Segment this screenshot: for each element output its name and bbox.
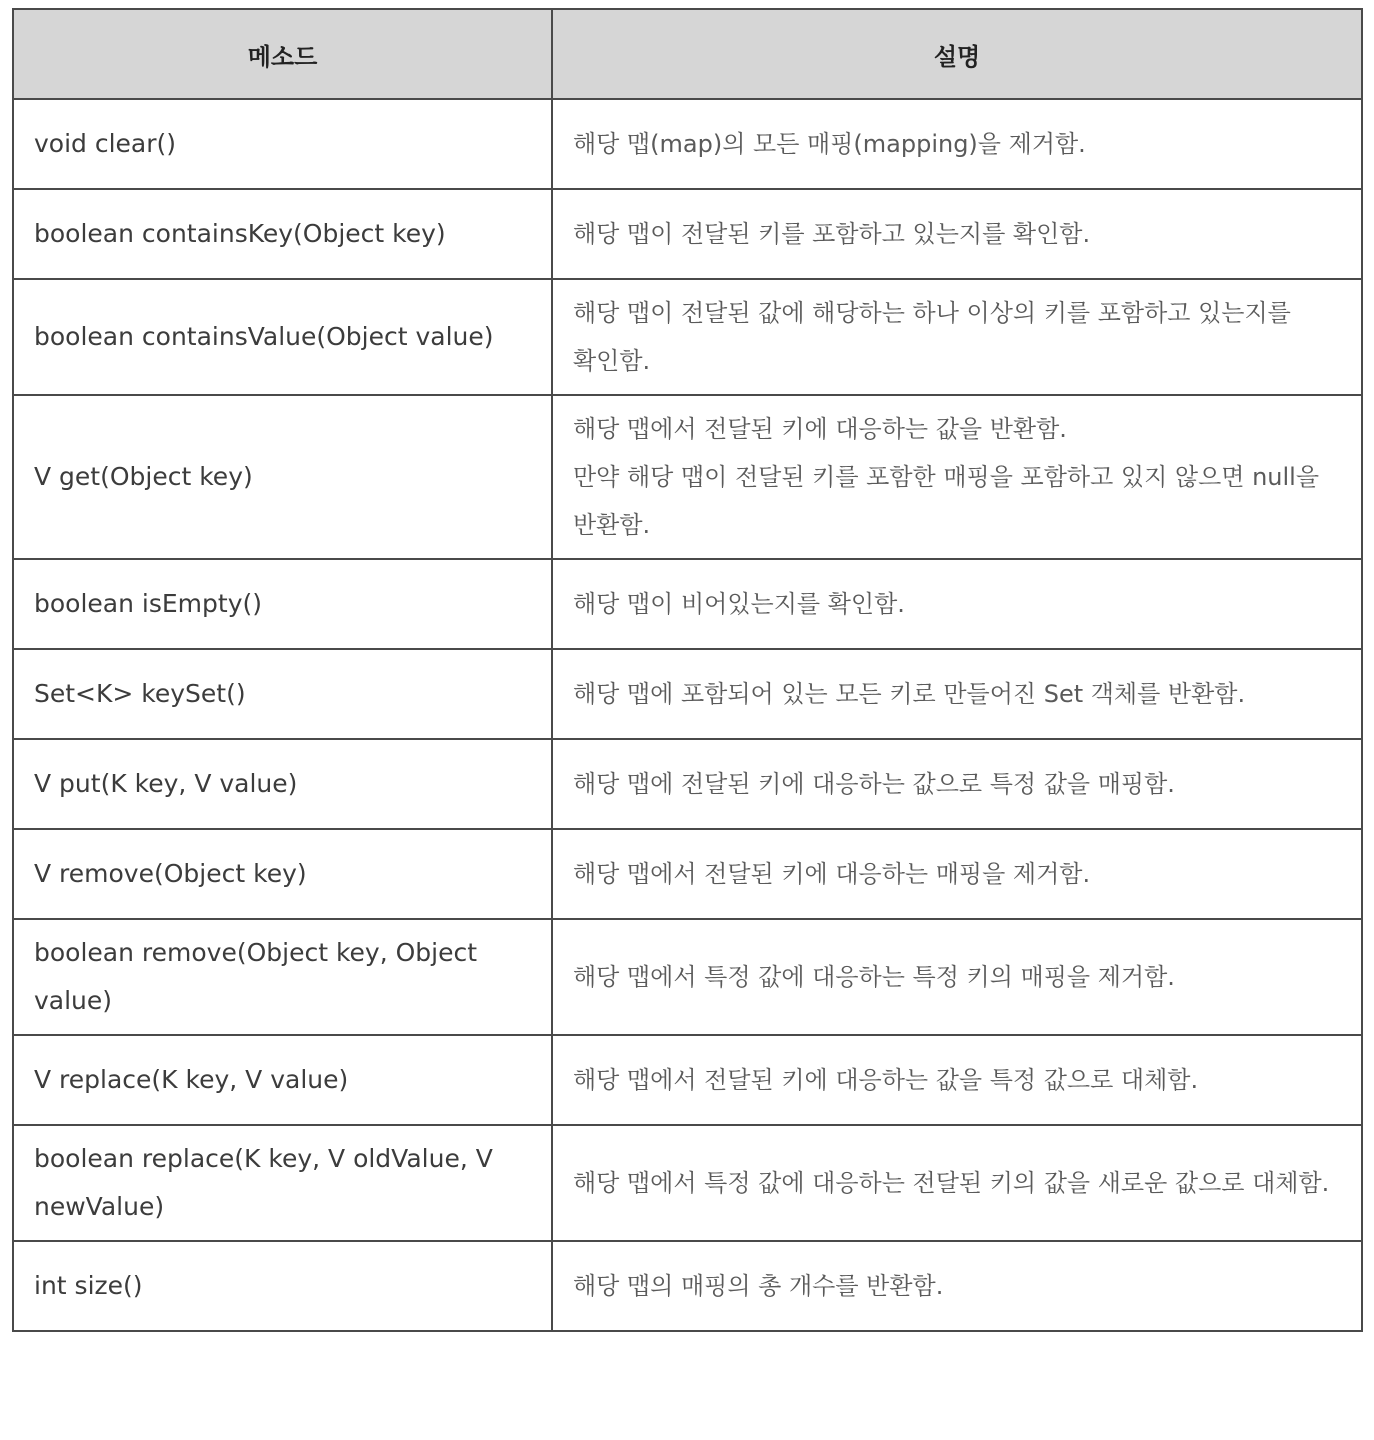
method-cell: V put(K key, V value) xyxy=(13,739,552,829)
description-cell xyxy=(552,559,1362,649)
method-cell: void clear() xyxy=(13,99,552,189)
map-methods-table xyxy=(12,8,1363,1332)
table-row xyxy=(13,1125,1362,1241)
table-row xyxy=(13,279,1362,395)
table-row xyxy=(13,829,1362,919)
map-methods-table-container xyxy=(12,8,1361,1332)
description-cell xyxy=(552,99,1362,189)
table-body xyxy=(13,99,1362,1331)
table-header xyxy=(13,9,1362,99)
method-cell: boolean isEmpty() xyxy=(13,559,552,649)
description-line: 해당 맵이 전달된 값에 해당하는 하나 이상의 키를 포함하고 있는지를 확인함. xyxy=(573,299,1291,375)
description-cell xyxy=(552,829,1362,919)
method-cell: V replace(K key, V value) xyxy=(13,1035,552,1125)
method-cell: V get(Object key) xyxy=(13,395,552,559)
description-cell xyxy=(552,739,1362,829)
description-line: 해당 맵이 비어있는지를 확인함. xyxy=(573,590,905,618)
description-line: 해당 맵에 전달된 키에 대응하는 값으로 특정 값을 매핑함. xyxy=(573,770,1175,798)
description-line: 해당 맵에 포함되어 있는 모든 키로 만들어진 Set 객체를 반환함. xyxy=(573,680,1246,708)
table-row xyxy=(13,99,1362,189)
method-cell: boolean remove(Object key, Object value) xyxy=(13,919,552,1035)
method-cell: boolean containsValue(Object value) xyxy=(13,279,552,395)
description-cell xyxy=(552,1125,1362,1241)
table-row xyxy=(13,649,1362,739)
table-row xyxy=(13,919,1362,1035)
description-line: 해당 맵이 전달된 키를 포함하고 있는지를 확인함. xyxy=(573,220,1091,248)
description-cell xyxy=(552,279,1362,395)
description-line: 해당 맵의 매핑의 총 개수를 반환함. xyxy=(573,1272,944,1300)
header-method: 메소드 xyxy=(13,9,552,99)
header-description: 설명 xyxy=(552,9,1362,99)
table-row xyxy=(13,739,1362,829)
method-cell: boolean replace(K key, V oldValue, V newValue) xyxy=(13,1125,552,1241)
description-cell xyxy=(552,1241,1362,1331)
method-cell: Set<K> keySet() xyxy=(13,649,552,739)
description-cell xyxy=(552,189,1362,279)
description-line: 해당 맵에서 특정 값에 대응하는 특정 키의 매핑을 제거함. xyxy=(573,963,1175,991)
description-cell xyxy=(552,919,1362,1035)
description-line: 해당 맵에서 전달된 키에 대응하는 값을 반환함. xyxy=(573,415,1067,443)
table-row xyxy=(13,559,1362,649)
table-row xyxy=(13,1035,1362,1125)
description-line: 해당 맵에서 전달된 키에 대응하는 값을 특정 값으로 대체함. xyxy=(573,1066,1199,1094)
table-row xyxy=(13,189,1362,279)
method-cell: boolean containsKey(Object key) xyxy=(13,189,552,279)
description-cell xyxy=(552,395,1362,559)
method-cell: int size() xyxy=(13,1241,552,1331)
description-line: 해당 맵(map)의 모든 매핑(mapping)을 제거함. xyxy=(573,130,1086,158)
table-row xyxy=(13,1241,1362,1331)
description-line: 만약 해당 맵이 전달된 키를 포함한 매핑을 포함하고 있지 않으면 null을 반환함. xyxy=(573,463,1320,539)
description-cell xyxy=(552,649,1362,739)
description-line: 해당 맵에서 전달된 키에 대응하는 매핑을 제거함. xyxy=(573,860,1091,888)
table-row xyxy=(13,395,1362,559)
description-line: 해당 맵에서 특정 값에 대응하는 전달된 키의 값을 새로운 값으로 대체함. xyxy=(573,1169,1330,1197)
method-cell: V remove(Object key) xyxy=(13,829,552,919)
header-row xyxy=(13,9,1362,99)
description-cell xyxy=(552,1035,1362,1125)
